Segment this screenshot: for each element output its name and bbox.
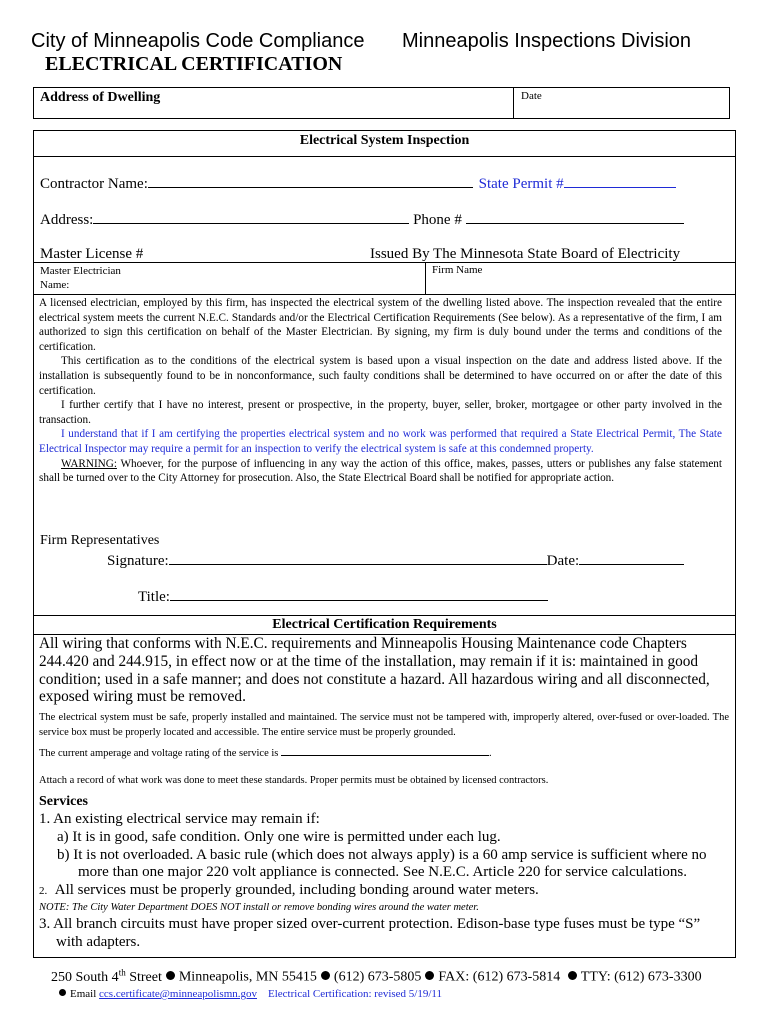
bullet-icon: [321, 971, 330, 980]
header-right-title: Minneapolis Inspections Division: [402, 30, 692, 52]
email-link[interactable]: ccs.certificate@minneapolismn.gov: [99, 988, 257, 1000]
contractor-name-field[interactable]: [148, 174, 473, 188]
signature-row: [107, 551, 684, 570]
attach-record-text: Attach a record of what work was done to meet these standards. Proper permits must be obtained by licensed contractors.: [39, 775, 549, 786]
footer-street: 250 South 4th Street: [51, 967, 162, 985]
warning-para: [39, 457, 722, 486]
services-item-1a: a) It is in good, safe condition. Only one wire is permitted under each lug.: [57, 828, 501, 845]
footer-fax: FAX: (612) 673-5814: [438, 969, 561, 985]
state-permit-field[interactable]: [564, 174, 676, 188]
services-heading: Services: [39, 794, 88, 809]
form-title: ELECTRICAL CERTIFICATION: [45, 53, 343, 75]
services-item-3: 3. All branch circuits must have proper sized over-current protection. Edison-base type fuses must be type “S” with adapters.: [39, 916, 701, 950]
phone-label: Phone #: [413, 212, 462, 228]
warning-text: Whoever, for the purpose of influencing in any way the action of this office, makes, passes, utters or publishes any false statement shall be turned over to the City Attorney for prosecution. Also, the State Electrical Board shall be notified for appropriate action.: [39, 457, 722, 485]
footer-tty: TTY: (612) 673-3300: [580, 969, 702, 985]
firm-name-field[interactable]: [432, 278, 727, 292]
signature-field[interactable]: [169, 551, 547, 565]
signature-label: Signature:: [107, 553, 169, 569]
water-department-note: NOTE: The City Water Department DOES NOT install or remove bonding wires around the water meter.: [39, 902, 479, 913]
requirements-intro: All wiring that conforms with N.E.C. requirements and Minneapolis Housing Maintenance code Chapters 244.420 and 244.915, in effect now or at the time of the installation, may remain if it is: maintained in good condition; used in a safe manner; and does not constitute a hazard. All hazardous wiring and all disconnected, exposed wiring must be removed.: [39, 635, 710, 706]
state-permit-label: State Permit #: [478, 176, 564, 192]
divider-2: [33, 262, 736, 263]
contractor-address-field[interactable]: [93, 210, 409, 224]
header-left-title: City of Minneapolis Code Compliance: [31, 30, 365, 52]
services-item-2: 2. All services must be properly grounded, including bonding around water meters.: [39, 882, 539, 899]
firm-divider: [425, 262, 426, 294]
footer-city: Minneapolis, MN 55415: [178, 969, 317, 985]
services-item-1: 1. An existing electrical service may remain if:: [39, 811, 320, 827]
address-row: [40, 210, 684, 229]
contractor-address-label: Address:: [40, 212, 94, 228]
services-item-1b-line1: b) It is not overloaded. A basic rule (which does not always apply) is a 60 amp service is sufficient where no: [57, 846, 707, 863]
divider-4: [33, 615, 736, 616]
amperage-label: The current amperage and voltage rating of the service is: [39, 748, 279, 759]
firm-representatives-label: Firm Representatives: [40, 533, 160, 548]
contractor-name-label: Contractor Name:: [40, 176, 148, 192]
footer-address-line: [51, 967, 702, 986]
certification-para-3: I further certify that I have no interest, present or prospective, in the property, buyer, seller, broker, mortgagee or other party involved in the transaction.: [39, 399, 722, 426]
amperage-field[interactable]: [281, 744, 489, 756]
master-license-label: Master License #: [40, 246, 144, 262]
signature-date-field[interactable]: [579, 551, 684, 565]
signature-date-label: Date:: [546, 553, 580, 569]
contractor-row: [40, 174, 676, 193]
issued-by-text: Issued By The Minnesota State Board of Electricity: [370, 246, 681, 262]
firm-name-label: Firm Name: [432, 264, 483, 276]
bullet-icon: [166, 971, 175, 980]
footer-phone: (612) 673-5805: [333, 969, 422, 985]
email-label: Email: [70, 988, 100, 1000]
services-list: [39, 811, 707, 901]
certification-text: [39, 296, 722, 486]
address-date-divider: [513, 87, 514, 119]
divider-1: [33, 156, 736, 157]
revision-text: Electrical Certification: revised 5/19/11: [268, 988, 443, 1000]
footer-email-line: [55, 988, 442, 1000]
address-input[interactable]: [45, 108, 505, 118]
certification-para-1: A licensed electrician, employed by this firm, has inspected the electrical system of the dwelling listed above. The inspection revealed that the entire electrical system meets the current N.E.C. Standards and/or the Electrical Certification Requirements (See below). As a representative of the firm, I am authorized to sign this certification on behalf of the Master Electrician. By signing, my firm is duly bound under the terms and conditions of the certification.: [39, 297, 722, 353]
bullet-icon: [568, 971, 577, 980]
title-row: [138, 587, 548, 606]
certification-para-2: This certification as to the conditions of the electrical system is based upon a visual inspection on the date and address listed above. If the installation is subsequently found to be in nonconformance, such faulty conditions shall be determined to have occurred on or after the date of this certification.: [39, 355, 722, 397]
amperage-row: The current amperage and voltage rating of the service is .: [39, 744, 492, 759]
safe-system-text: The electrical system must be safe, properly installed and maintained. The service must not be tampered with, improperly altered, over-fused or over-loaded. The service box must be properly located and accessible. The entire service must be properly grounded.: [39, 712, 729, 738]
phone-field[interactable]: [466, 210, 684, 224]
services-item-1b-line2: more than one major 220 volt appliance is connected. See N.E.C. Article 220 for service calculations.: [78, 864, 687, 881]
certification-para-4: I understand that if I am certifying the properties electrical system and no work was performed that required a State Electrical Permit, The State Electrical Inspector may require a permit for an inspection to verify the electrical system is safe at this condemned property.: [39, 428, 722, 455]
inspection-heading: Electrical System Inspection: [299, 133, 470, 148]
master-electrician-field[interactable]: [140, 266, 420, 290]
master-license-field[interactable]: [160, 246, 360, 261]
title-field[interactable]: [170, 587, 548, 601]
master-electrician-label: Master Electrician Name:: [40, 265, 121, 291]
divider-3: [33, 294, 736, 295]
bullet-icon: [425, 971, 434, 980]
bullet-icon: [59, 989, 66, 996]
requirements-heading: Electrical Certification Requirements: [272, 617, 497, 632]
warning-label: WARNING:: [61, 457, 117, 470]
date-label: Date: [521, 90, 542, 102]
address-of-dwelling-label: Address of Dwelling: [40, 90, 161, 105]
title-label: Title:: [138, 589, 170, 605]
date-input[interactable]: [521, 105, 721, 117]
